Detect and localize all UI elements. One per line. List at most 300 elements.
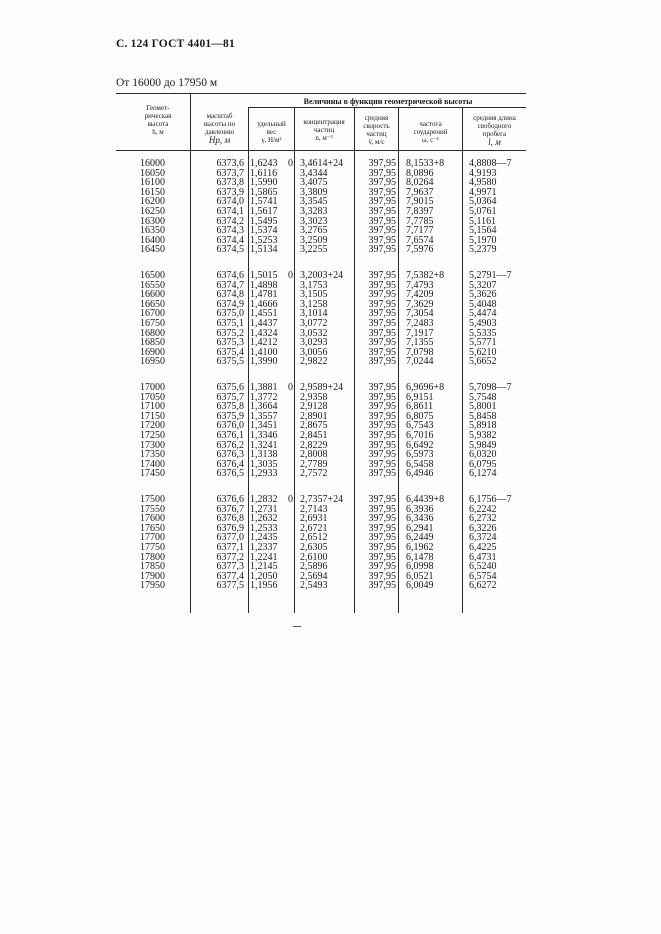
- table-cell: 5,8001: [469, 401, 497, 413]
- page-header: С. 124 ГОСТ 4401—81: [116, 38, 235, 50]
- table-cell: 1,4212: [250, 337, 278, 349]
- column-Hp: [196, 271, 244, 367]
- table-cell: 16350: [140, 225, 165, 237]
- column-h: [140, 271, 180, 367]
- table-cell: 1,5865: [250, 186, 278, 198]
- column-v: [358, 383, 396, 479]
- table-cell: 3,0532: [300, 327, 328, 339]
- table-cell: 1,4666: [250, 298, 278, 310]
- table-cell: 6374,0: [216, 196, 244, 208]
- table-cell: 5,8458: [469, 410, 497, 422]
- table-cell: 2,8451: [300, 429, 328, 441]
- table-top-rule: [116, 93, 526, 94]
- table-cell: 7,4209: [406, 289, 434, 301]
- table-cell: 1,5495: [250, 215, 278, 227]
- table-cell: 2,8901: [300, 410, 328, 422]
- table-cell: 5,6210: [469, 346, 497, 358]
- table-cell: 3,4075: [300, 177, 328, 189]
- column-header-label: концентрация: [303, 118, 345, 126]
- table-cell: 17750: [140, 541, 165, 553]
- table-cell: 2,6100: [300, 551, 328, 563]
- column-rule: [248, 107, 249, 613]
- table-cell: 6,1274: [469, 468, 497, 480]
- column-v: [358, 271, 396, 367]
- table-cell: 7,8397: [406, 205, 434, 217]
- column-header-label: вес: [266, 128, 277, 136]
- table-cell: 6,4439+8: [406, 494, 445, 505]
- table-cell: 17200: [140, 420, 165, 432]
- footer-dash: [293, 626, 301, 627]
- table-cell: 7,2483: [406, 317, 434, 329]
- table-cell: 4,9580: [469, 177, 497, 189]
- column-header-omega: [399, 120, 462, 144]
- table-cell: 3,3545: [300, 196, 328, 208]
- column-header-label: удельный: [257, 120, 286, 128]
- column-header-l: [463, 114, 526, 146]
- column-rule: [398, 107, 399, 613]
- table-cell: 6376,1: [216, 429, 244, 441]
- column-n: [300, 271, 354, 367]
- column-header-label: рическая: [144, 112, 172, 120]
- table-cell: 6,5240: [469, 561, 497, 573]
- table-cell: 1,2731: [250, 503, 278, 515]
- table-cell: 2,9589+24: [300, 382, 344, 393]
- column-rule: [354, 107, 355, 613]
- table-cell: 3,4614+24: [300, 158, 344, 169]
- table-cell: 5,3207: [469, 279, 497, 291]
- column-l: [469, 271, 527, 367]
- table-cell: 7,0244: [406, 356, 434, 368]
- column-header-symbol: v̄, м/с: [368, 138, 385, 146]
- table-cell: 6375,5: [216, 356, 244, 368]
- table-cell: 397,95: [368, 532, 396, 544]
- table-cell: 1,5015: [250, 270, 278, 281]
- table-cell: 7,1355: [406, 337, 434, 349]
- table-cell: 6375,2: [216, 327, 244, 339]
- table-cell: 7,7785: [406, 215, 434, 227]
- column-header-label: частота: [419, 120, 442, 128]
- table-cell: 1,2832: [250, 494, 278, 505]
- table-cell: 7,1917: [406, 327, 434, 339]
- table-cell: 3,2765: [300, 225, 328, 237]
- table-cell: 6374,4: [216, 234, 244, 246]
- table-cell: 397,95: [368, 327, 396, 339]
- table-cell: 6374,9: [216, 298, 244, 310]
- table-cell: 7,3054: [406, 308, 434, 320]
- table-cell: 6,0998: [406, 561, 434, 573]
- table-cell: 6,4731: [469, 551, 497, 563]
- table-cell: 397,95: [368, 494, 396, 505]
- column-n: [300, 159, 354, 255]
- table-cell: 16250: [140, 205, 165, 217]
- table-cell: 6373,9: [216, 186, 244, 198]
- column-h: [140, 159, 180, 255]
- table-cell: 6375,0: [216, 308, 244, 320]
- table-cell: 6374,5: [216, 244, 244, 256]
- table-cell: 6,3436: [406, 513, 434, 525]
- table-cell: 6377,1: [216, 541, 244, 553]
- table-cell: 6374,7: [216, 279, 244, 291]
- table-cell: 1,2632: [250, 513, 278, 525]
- table-cell: 2,6512: [300, 532, 328, 544]
- table-cell: 6,1756—7: [469, 494, 512, 505]
- table-cell: 17450: [140, 468, 165, 480]
- table-cell: 1,2145: [250, 561, 278, 573]
- table-cell: 6377,2: [216, 551, 244, 563]
- table-cell: 5,2791—7: [469, 270, 512, 281]
- table-cell: 6,2449: [406, 532, 434, 544]
- column-gamma: [250, 495, 288, 591]
- table-cell: 1,3772: [250, 391, 278, 403]
- table-cell: 3,0293: [300, 337, 328, 349]
- column-header-label: средняя: [364, 114, 389, 122]
- table-cell: 16800: [140, 327, 165, 339]
- column-rule: [294, 107, 295, 613]
- table-cell: 6375,3: [216, 337, 244, 349]
- table-cell: 3,1014: [300, 308, 328, 320]
- table-cell: 6,4946: [406, 468, 434, 480]
- table-cell: 6373,6: [216, 158, 244, 169]
- column-Hp: [196, 495, 244, 591]
- table-cell: 6,5754: [469, 570, 497, 582]
- table-cell: 7,7177: [406, 225, 434, 237]
- table-cell: 397,95: [368, 215, 396, 227]
- table-cell: 1,5134: [250, 244, 278, 256]
- table-cell: 1,6116: [250, 167, 278, 179]
- table-cell: 6,0795: [469, 458, 497, 470]
- table-cell: 3,3809: [300, 186, 328, 198]
- table-cell: 7,4793: [406, 279, 434, 291]
- table-cell: 2,9128: [300, 401, 328, 413]
- table-cell: 4,9193: [469, 167, 497, 179]
- table-cell: 397,95: [368, 420, 396, 432]
- table-cell: 6375,1: [216, 317, 244, 329]
- table-cell: 2,7143: [300, 503, 328, 515]
- table-cell: 16200: [140, 196, 165, 208]
- table-cell: 397,95: [368, 244, 396, 256]
- table-cell: 2,7357+24: [300, 494, 344, 505]
- column-header-label: свободного: [477, 122, 512, 130]
- table-cell: 16700: [140, 308, 165, 320]
- column-header-label: высоты по: [203, 120, 236, 128]
- table-cell: 1,5990: [250, 177, 278, 189]
- table-cell: 16100: [140, 177, 165, 189]
- table-cell: 17600: [140, 513, 165, 525]
- table-cell: 397,95: [368, 270, 396, 281]
- column-header-label: скорость: [363, 122, 390, 130]
- column-header-label: частиц: [366, 130, 387, 138]
- column-header-gamma: [249, 120, 294, 144]
- table-cell: 397,95: [368, 458, 396, 470]
- table-cell: 6376,4: [216, 458, 244, 470]
- table-cell: 1,4551: [250, 308, 278, 320]
- table-cell: 16950: [140, 356, 165, 368]
- table-cell: 2,8229: [300, 439, 328, 451]
- table-cell: 1,3241: [250, 439, 278, 451]
- table-cell: 6376,5: [216, 468, 244, 480]
- table-cell: 2,6305: [300, 541, 328, 553]
- table-cell: 1,3346: [250, 429, 278, 441]
- table-cell: 5,7548: [469, 391, 497, 403]
- table-cell: 5,4903: [469, 317, 497, 329]
- table-cell: 8,0896: [406, 167, 434, 179]
- table-cell: 6374,3: [216, 225, 244, 237]
- table-cell: 397,95: [368, 225, 396, 237]
- table-cell: 3,1753: [300, 279, 328, 291]
- table-cell: 397,95: [368, 205, 396, 217]
- table-cell: 397,95: [368, 561, 396, 573]
- table-cell: 1,5374: [250, 225, 278, 237]
- table-cell: 1,4324: [250, 327, 278, 339]
- table-cell: 1,3557: [250, 410, 278, 422]
- column-h: [140, 495, 180, 591]
- gamma-exponent: 0: [288, 494, 293, 505]
- table-cell: 16900: [140, 346, 165, 358]
- column-header-label: частиц: [313, 126, 335, 134]
- table-cell: 6,7543: [406, 420, 434, 432]
- table-cell: 7,3629: [406, 298, 434, 310]
- table-cell: 6376,0: [216, 420, 244, 432]
- table-cell: 7,6574: [406, 234, 434, 246]
- table-cell: 2,7572: [300, 468, 328, 480]
- table-cell: 16150: [140, 186, 165, 198]
- column-header-symbol: l, м: [488, 137, 501, 147]
- column-header-symbol: h, м: [152, 128, 164, 136]
- table-cell: 397,95: [368, 429, 396, 441]
- table-cell: 16500: [140, 270, 165, 281]
- table-cell: 2,6721: [300, 522, 328, 534]
- table-cell: 7,0798: [406, 346, 434, 358]
- table-cell: 1,3138: [250, 449, 278, 461]
- table-cell: 397,95: [368, 186, 396, 198]
- column-omega: [406, 495, 460, 591]
- column-Hp: [196, 383, 244, 479]
- table-cell: 6,2732: [469, 513, 497, 525]
- table-cell: 5,4048: [469, 298, 497, 310]
- table-cell: 7,9637: [406, 186, 434, 198]
- table-cell: 397,95: [368, 468, 396, 480]
- table-cell: 5,2379: [469, 244, 497, 256]
- table-cell: 16750: [140, 317, 165, 329]
- column-header-label: высота: [147, 120, 169, 128]
- table-cell: 2,8675: [300, 420, 328, 432]
- table-cell: 3,0056: [300, 346, 328, 358]
- table-cell: 17300: [140, 439, 165, 451]
- table-cell: 397,95: [368, 541, 396, 553]
- table-cell: 16600: [140, 289, 165, 301]
- table-cell: 16000: [140, 158, 165, 169]
- table-cell: 397,95: [368, 167, 396, 179]
- table-cell: 2,5896: [300, 561, 328, 573]
- table-cell: 16650: [140, 298, 165, 310]
- table-cell: 5,3626: [469, 289, 497, 301]
- table-cell: 6374,8: [216, 289, 244, 301]
- table-cell: 397,95: [368, 551, 396, 563]
- table-cell: 6374,2: [216, 215, 244, 227]
- table-cell: 397,95: [368, 449, 396, 461]
- column-header-label: средняя длина: [473, 114, 516, 122]
- table-cell: 6377,0: [216, 532, 244, 544]
- table-cell: 5,1161: [469, 215, 497, 227]
- table-cell: 6375,4: [216, 346, 244, 358]
- table-cell: 1,3990: [250, 356, 278, 368]
- table-cell: 6375,8: [216, 401, 244, 413]
- table-cell: 5,9849: [469, 439, 497, 451]
- table-cell: 6,0049: [406, 580, 434, 592]
- table-cell: 17500: [140, 494, 165, 505]
- table-cell: 397,95: [368, 439, 396, 451]
- gamma-exponent: 0: [288, 158, 293, 169]
- table-cell: 397,95: [368, 410, 396, 422]
- table-cell: 3,2003+24: [300, 270, 344, 281]
- table-cell: 6,5973: [406, 449, 434, 461]
- table-cell: 6376,9: [216, 522, 244, 534]
- table-cell: 3,1505: [300, 289, 328, 301]
- table-cell: 1,2435: [250, 532, 278, 544]
- column-omega: [406, 271, 460, 367]
- super-header-rule: [248, 107, 526, 108]
- table-cell: 397,95: [368, 317, 396, 329]
- table-cell: 6,3226: [469, 522, 497, 534]
- column-header-label: масштаб: [206, 112, 233, 120]
- table-cell: 397,95: [368, 308, 396, 320]
- table-cell: 1,2050: [250, 570, 278, 582]
- column-header-label: Геомет-: [146, 104, 170, 112]
- table-cell: 16050: [140, 167, 165, 179]
- table-cell: 6,1478: [406, 551, 434, 563]
- column-rule: [190, 93, 191, 613]
- table-cell: 6,6492: [406, 439, 434, 451]
- table-cell: 6374,1: [216, 205, 244, 217]
- table-cell: 3,2509: [300, 234, 328, 246]
- table-cell: 397,95: [368, 337, 396, 349]
- table-cell: 16300: [140, 215, 165, 227]
- column-header-hp: [192, 112, 247, 144]
- table-cell: 397,95: [368, 177, 396, 189]
- column-header-n: [294, 118, 354, 142]
- column-gamma: [250, 159, 288, 255]
- table-cell: 2,5493: [300, 580, 328, 592]
- column-header-h: [130, 104, 186, 136]
- column-rule: [462, 107, 463, 613]
- table-cell: 6,9151: [406, 391, 434, 403]
- table-cell: 5,7098—7: [469, 382, 512, 393]
- table-cell: 6,2242: [469, 503, 497, 515]
- table-cell: 397,95: [368, 234, 396, 246]
- table-cell: 6,1962: [406, 541, 434, 553]
- table-cell: 5,1564: [469, 225, 497, 237]
- column-v: [358, 159, 396, 255]
- table-cell: 1,2337: [250, 541, 278, 553]
- table-cell: 1,4437: [250, 317, 278, 329]
- range-title: От 16000 до 17950 м: [116, 77, 218, 89]
- table-cell: 4,8808—7: [469, 158, 512, 169]
- table-cell: 1,4100: [250, 346, 278, 358]
- table-cell: 5,1970: [469, 234, 497, 246]
- table-cell: 6,3936: [406, 503, 434, 515]
- table-cell: 16450: [140, 244, 165, 256]
- column-n: [300, 383, 354, 479]
- table-cell: 3,1258: [300, 298, 328, 310]
- table-cell: 6377,3: [216, 561, 244, 573]
- table-cell: 6376,3: [216, 449, 244, 461]
- table-cell: 6375,9: [216, 410, 244, 422]
- table-cell: 397,95: [368, 196, 396, 208]
- column-l: [469, 383, 527, 479]
- table-cell: 6374,6: [216, 270, 244, 281]
- column-header-symbol: ω, с⁻¹: [421, 136, 439, 144]
- table-cell: 397,95: [368, 570, 396, 582]
- table-cell: 1,3664: [250, 401, 278, 413]
- table-cell: 1,2933: [250, 468, 278, 480]
- table-cell: 6377,5: [216, 580, 244, 592]
- table-cell: 7,9015: [406, 196, 434, 208]
- table-cell: 6,0320: [469, 449, 497, 461]
- table-cell: 397,95: [368, 279, 396, 291]
- table-cell: 6,7016: [406, 429, 434, 441]
- column-l: [469, 495, 527, 591]
- column-header-symbol: Hp, м: [208, 135, 231, 145]
- table-cell: 1,5741: [250, 196, 278, 208]
- table-cell: 2,8008: [300, 449, 328, 461]
- table-cell: 397,95: [368, 356, 396, 368]
- table-cell: 8,0264: [406, 177, 434, 189]
- column-Hp: [196, 159, 244, 255]
- table-cell: 17950: [140, 580, 165, 592]
- column-gamma: [250, 271, 288, 367]
- table-cell: 6373,8: [216, 177, 244, 189]
- table-cell: 1,3451: [250, 420, 278, 432]
- table-cell: 17550: [140, 503, 165, 515]
- table-cell: 4,9971: [469, 186, 497, 198]
- table-cell: 1,6243: [250, 158, 278, 169]
- table-cell: 397,95: [368, 580, 396, 592]
- table-cell: 397,95: [368, 289, 396, 301]
- table-cell: 3,2255: [300, 244, 328, 256]
- table-cell: 397,95: [368, 522, 396, 534]
- column-n: [300, 495, 354, 591]
- column-header-label: давлению: [204, 128, 235, 136]
- table-cell: 397,95: [368, 391, 396, 403]
- table-cell: 397,95: [368, 346, 396, 358]
- table-cell: 6,0521: [406, 570, 434, 582]
- table-cell: 17100: [140, 401, 165, 413]
- table-cell: 17150: [140, 410, 165, 422]
- table-cell: 17400: [140, 458, 165, 470]
- table-cell: 1,4898: [250, 279, 278, 291]
- table-cell: 5,5335: [469, 327, 497, 339]
- table-cell: 2,9358: [300, 391, 328, 403]
- column-h: [140, 383, 180, 479]
- table-cell: 6376,7: [216, 503, 244, 515]
- table-cell: 6,9696+8: [406, 382, 445, 393]
- table-cell: 397,95: [368, 158, 396, 169]
- table-cell: 6,8075: [406, 410, 434, 422]
- gamma-exponent: 0: [288, 270, 293, 281]
- table-cell: 3,4344: [300, 167, 328, 179]
- table-cell: 8,1533+8: [406, 158, 445, 169]
- table-cell: 1,3881: [250, 382, 278, 393]
- table-cell: 17000: [140, 382, 165, 393]
- table-cell: 5,0761: [469, 205, 497, 217]
- table-cell: 6376,8: [216, 513, 244, 525]
- table-cell: 5,6652: [469, 356, 497, 368]
- table-cell: 6,3724: [469, 532, 497, 544]
- table-cell: 2,7789: [300, 458, 328, 470]
- column-omega: [406, 159, 460, 255]
- table-cell: 7,5382+8: [406, 270, 445, 281]
- table-cell: 17700: [140, 532, 165, 544]
